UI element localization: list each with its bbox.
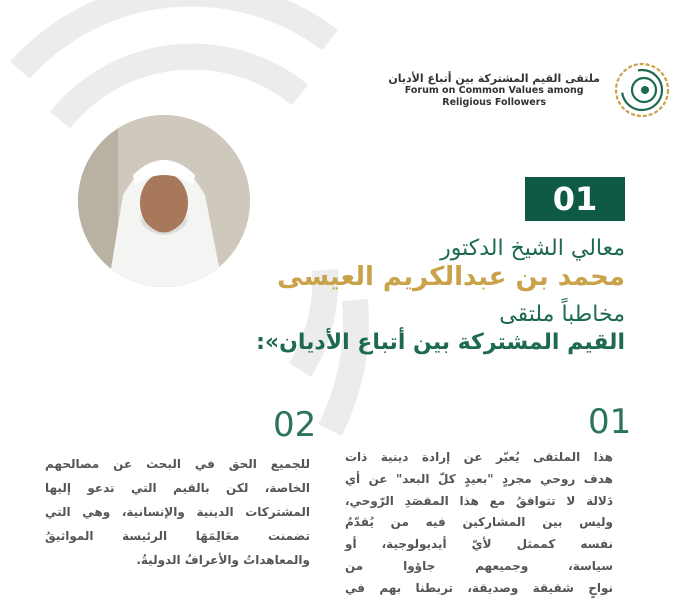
forum-logo-icon: [614, 62, 670, 118]
forum-logo: [388, 62, 670, 118]
section-1-paragraph: [345, 447, 613, 600]
addressing-label: مخاطباً ملتقى: [499, 302, 625, 327]
paragraph-line: والمعاهداتُ والأعرافُ الدوليةُ.: [136, 553, 310, 567]
paragraph-line: وليس بين المشاركين فيه من يُقدّمُ: [345, 515, 613, 530]
paragraph-line: سياسة، وجميعهم جاؤوا من: [345, 558, 613, 573]
paragraph-line: هدف روحي مجردٍ "بعيدٍ كلّ البعد" عن أي: [345, 471, 613, 486]
paragraph-line: دَلالة لا تتوافقُ مع هذا المقصَدِ الرّوحي،: [345, 493, 613, 508]
paragraph-line: هذا الملتقى يُعبّر عن إرادة دينية ذات: [345, 450, 613, 464]
paragraph-line: للجميع الحق في البحث عن مصالحهم: [45, 457, 310, 471]
speaker-name: محمد بن عبدالكريم العيسى: [277, 262, 625, 292]
section-badge: 01: [525, 177, 625, 221]
section-2-paragraph: [45, 452, 310, 572]
paragraph-line: نفسه كممثل لأيّ أيديولوجية، أو: [345, 537, 613, 552]
paragraph-line: الخاصة، لكن بالقيم التي تدعو إليها: [45, 481, 310, 495]
forum-name: القيم المشتركة بين أتباع الأديان»:: [256, 330, 625, 355]
paragraph-line: تضمنت معَالِمَهَا الرئيسة المواثيقُ: [45, 529, 310, 543]
paragraph-line: المشتركات الدينية والإنسانية، وهي التي: [45, 505, 310, 519]
logo-english-line-1: Forum on Common Values among: [404, 84, 584, 96]
section-2-number: 02: [273, 405, 317, 445]
section-1-number: 01: [588, 402, 632, 442]
paragraph-line: نواحٍ شقيقة وصديقة، تربطنا بهم في: [345, 580, 613, 595]
speaker-portrait: [78, 115, 250, 287]
logo-english-line-2: Religious Followers: [442, 96, 547, 108]
logo-arabic-title: ملتقى القيم المشتركة بين أتباع الأديان: [388, 71, 600, 85]
speaker-title: معالي الشيخ الدكتور: [440, 236, 625, 261]
